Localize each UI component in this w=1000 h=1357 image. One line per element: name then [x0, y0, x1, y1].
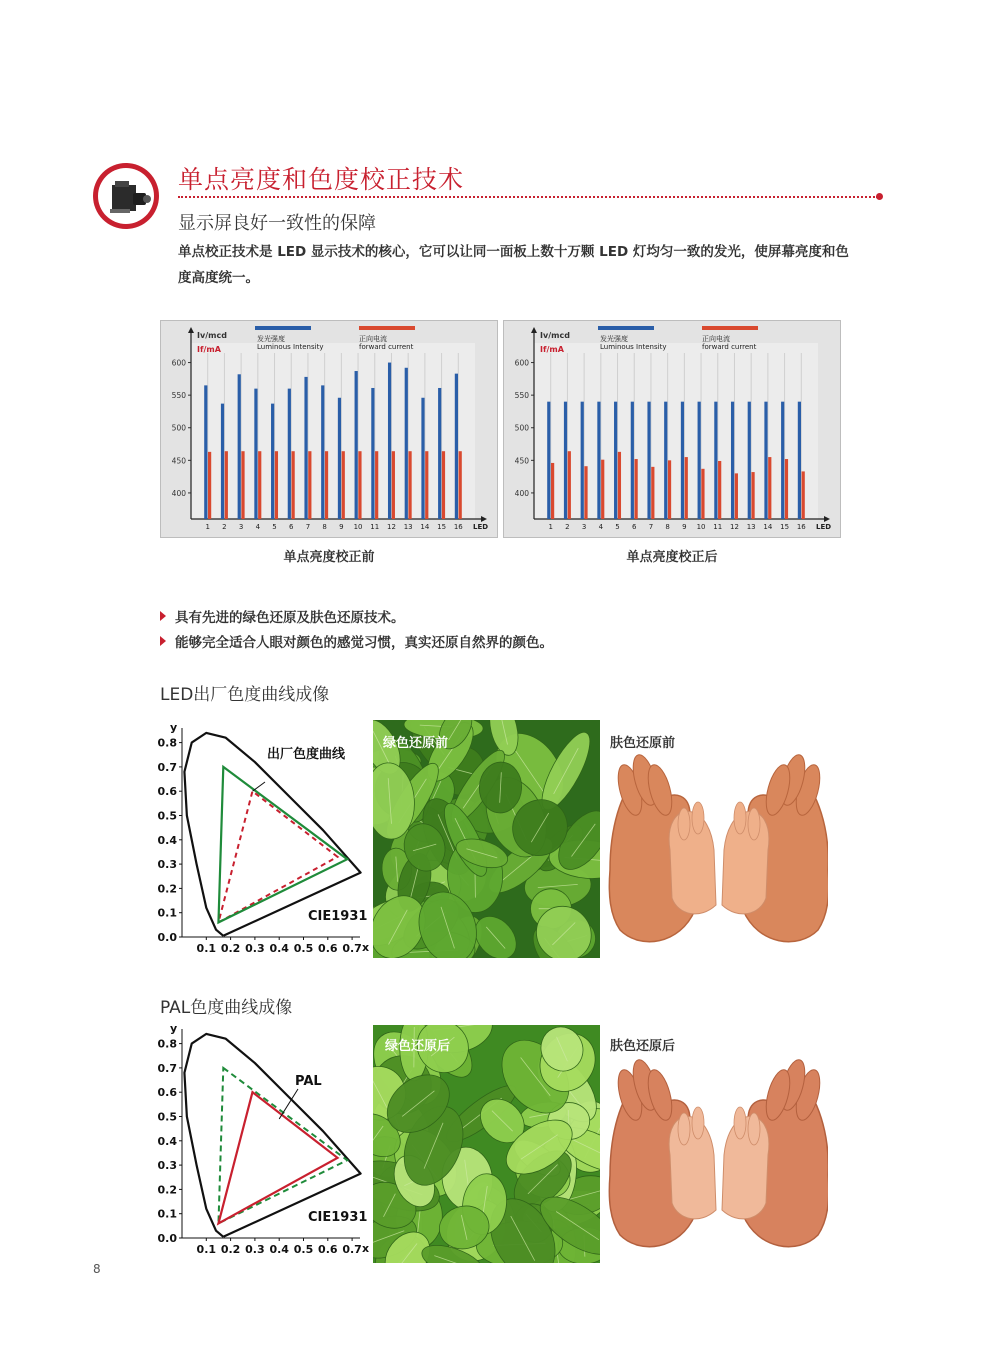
- bar-current: [751, 472, 754, 519]
- y-axis-label: y: [170, 721, 178, 734]
- bar-luminous: [798, 402, 801, 519]
- bullet-item: [160, 631, 553, 651]
- y-tick-label: 600: [171, 358, 186, 368]
- bar-current: [459, 451, 462, 519]
- legend-label: forward current: [359, 343, 414, 351]
- y-tick-label: 0.5: [157, 1110, 177, 1124]
- y-tick-label: 550: [171, 391, 186, 401]
- photo-label: 绿色还原前: [383, 736, 449, 751]
- bullet-item: [160, 606, 405, 626]
- y-tick-label: 0.5: [157, 809, 177, 823]
- y-tick-label: 0.8: [157, 736, 177, 750]
- cie-label: CIE1931: [308, 1210, 368, 1225]
- bar-luminous: [405, 368, 408, 519]
- legend-label: 正向电流: [359, 335, 387, 343]
- chart-after-caption: 单点亮度校正后: [626, 550, 718, 565]
- legend-label: 发光强度: [257, 335, 285, 343]
- x-tick-label: 9: [339, 523, 344, 531]
- bar-luminous: [455, 374, 458, 519]
- bar-luminous: [288, 389, 291, 519]
- y-tick-label: 0.2: [157, 882, 177, 896]
- header-icon-badge: [93, 163, 159, 229]
- bar-current: [275, 451, 278, 519]
- x-tick-label: 6: [289, 523, 294, 531]
- x-axis-label: LED: [473, 523, 489, 531]
- bar-luminous: [681, 402, 684, 519]
- bar-current: [425, 451, 428, 519]
- legend-label: 正向电流: [702, 335, 730, 343]
- cie-label: CIE1931: [308, 909, 368, 924]
- child-finger: [678, 808, 690, 840]
- x-tick-label: 10: [696, 523, 706, 531]
- y-tick-label: 500: [171, 423, 186, 433]
- plot-area: [191, 343, 475, 519]
- bar-current: [442, 451, 445, 519]
- y-axis-label: y: [170, 1022, 178, 1035]
- bar-luminous: [547, 402, 550, 519]
- x-tick-label: 0.1: [196, 942, 217, 955]
- x-tick-label: 12: [387, 523, 396, 531]
- x-tick-label: 1: [548, 523, 553, 531]
- y-axis-label: Iv/mcd: [197, 331, 227, 340]
- bar-current: [241, 451, 244, 519]
- diagram-label: PAL: [295, 1074, 322, 1089]
- y-tick-label: 0.6: [157, 785, 177, 799]
- bar-current: [551, 463, 554, 519]
- bar-current: [768, 457, 771, 519]
- bar-luminous: [581, 402, 584, 519]
- chart-after: [504, 321, 840, 537]
- bar-current: [392, 451, 395, 519]
- legend-swatch-current: [702, 326, 758, 330]
- bar-current: [208, 452, 211, 519]
- bar-current: [258, 451, 261, 519]
- y-tick-label: 0.3: [157, 1159, 177, 1173]
- bar-current: [635, 459, 638, 519]
- y-tick-label: 400: [514, 488, 529, 498]
- bar-luminous: [388, 363, 391, 519]
- chart-after-panel: [503, 320, 841, 538]
- child-hand-right: [722, 811, 769, 913]
- x-tick-label: 7: [305, 523, 311, 531]
- bullet-text: 具有先进的绿色还原及肤色还原技术。: [175, 610, 405, 626]
- leaves-image: [373, 1025, 601, 1263]
- hands-image: [600, 720, 828, 958]
- section-heading-pal: PAL色度曲线成像: [160, 998, 293, 1018]
- skin-before-photo: [600, 720, 828, 958]
- x-tick-label: 9: [682, 523, 687, 531]
- x-tick-label: 16: [796, 523, 806, 531]
- bar-current: [618, 452, 621, 519]
- cie-diagram-led: [155, 720, 370, 960]
- bar-luminous: [597, 402, 600, 519]
- bar-current: [601, 460, 604, 519]
- page-title: 单点亮度和色度校正技术: [178, 165, 465, 194]
- legend-swatch-luminous: [598, 326, 654, 330]
- child-finger: [678, 1113, 690, 1145]
- title-divider: [178, 196, 878, 198]
- bar-luminous: [438, 388, 441, 519]
- y-axis-arrow: [531, 327, 537, 333]
- title-divider-dot: [876, 193, 883, 200]
- legend-swatch-current: [359, 326, 415, 330]
- bar-current: [668, 460, 671, 519]
- x-tick-label: 3: [238, 523, 244, 531]
- bar-current: [375, 451, 378, 519]
- x-tick-label: 14: [420, 523, 430, 531]
- legend-label: 发光强度: [600, 335, 628, 343]
- x-tick-label: 0.5: [293, 942, 314, 955]
- chart-before: [161, 321, 497, 537]
- bar-current: [718, 461, 721, 519]
- x-tick-label: 0.6: [318, 1243, 338, 1256]
- y-tick-label: 0.1: [157, 906, 177, 920]
- spectral-locus: [184, 733, 360, 936]
- y-tick-label: 0.2: [157, 1183, 177, 1197]
- x-tick-label: 0.7: [342, 942, 362, 955]
- bar-luminous: [271, 404, 274, 519]
- bar-current: [651, 467, 654, 519]
- bar-current: [568, 451, 571, 519]
- y-tick-label: 0.0: [157, 931, 177, 944]
- x-tick-label: 5: [615, 523, 620, 531]
- skin-after-photo: [600, 1025, 828, 1263]
- y-tick-label: 0.1: [157, 1207, 177, 1221]
- x-tick-label: 11: [713, 523, 723, 531]
- pal-gamut-triangle: [218, 791, 337, 922]
- x-tick-label: 13: [746, 523, 756, 531]
- chart-before-panel: [160, 320, 498, 538]
- bar-current: [701, 469, 704, 519]
- y-tick-label: 500: [514, 423, 529, 433]
- child-finger: [692, 802, 704, 834]
- bar-luminous: [304, 377, 307, 519]
- photo-label: 绿色还原后: [385, 1039, 451, 1054]
- bar-luminous: [647, 402, 650, 519]
- bar-current: [802, 471, 805, 519]
- bar-luminous: [321, 385, 324, 519]
- x-tick-label: 0.1: [196, 1243, 217, 1256]
- bar-current: [685, 457, 688, 519]
- bar-luminous: [614, 402, 617, 519]
- x-axis-label: x: [362, 941, 370, 954]
- x-axis-arrow: [481, 516, 487, 522]
- child-finger: [748, 1113, 760, 1145]
- bar-current: [292, 451, 295, 519]
- y-tick-label: 0.0: [157, 1232, 177, 1245]
- x-tick-label: 6: [632, 523, 637, 531]
- y-tick-label: 600: [514, 358, 529, 368]
- bar-luminous: [254, 389, 257, 519]
- x-tick-label: 2: [565, 523, 570, 531]
- x-tick-label: 10: [353, 523, 363, 531]
- green-before-photo: [373, 720, 601, 958]
- x-axis-arrow: [824, 516, 830, 522]
- bar-luminous: [764, 402, 767, 519]
- y-tick-label: 0.8: [157, 1037, 177, 1051]
- x-tick-label: 0.4: [269, 942, 289, 955]
- camera-icon: [93, 163, 159, 229]
- x-tick-label: 0.2: [220, 1243, 241, 1256]
- y-tick-label: 450: [514, 456, 529, 466]
- bar-current: [225, 451, 228, 519]
- bullet-marker: [160, 611, 166, 621]
- x-tick-label: 2: [222, 523, 227, 531]
- legend-label: Luminous Intensity: [600, 343, 667, 351]
- child-hand-left: [669, 811, 716, 913]
- x-tick-label: 4: [598, 523, 604, 531]
- spectral-locus: [184, 1034, 360, 1237]
- pal-gamut-triangle: [218, 1092, 337, 1223]
- x-tick-label: 15: [437, 523, 447, 531]
- bar-luminous: [748, 402, 751, 519]
- x-tick-label: 14: [763, 523, 773, 531]
- bar-luminous: [204, 385, 207, 519]
- bar-current: [358, 451, 361, 519]
- section-heading-led: LED出厂色度曲线成像: [160, 685, 330, 705]
- green-after-photo: [373, 1025, 601, 1263]
- diagram-label: 出厂色度曲线: [267, 747, 346, 762]
- bar-luminous: [714, 402, 717, 519]
- x-tick-label: 13: [403, 523, 413, 531]
- y-tick-label: 0.7: [157, 760, 177, 774]
- x-tick-label: 5: [272, 523, 277, 531]
- x-tick-label: 0.4: [269, 1243, 289, 1256]
- bar-current: [308, 451, 311, 519]
- x-tick-label: 8: [665, 523, 670, 531]
- x-tick-label: 0.3: [245, 942, 265, 955]
- bar-luminous: [221, 404, 224, 519]
- chart-before-caption: 单点亮度校正前: [283, 550, 375, 565]
- bar-luminous: [371, 388, 374, 519]
- page-subtitle: 显示屏良好一致性的保障: [178, 213, 376, 234]
- y-axis-label: Iv/mcd: [540, 331, 570, 340]
- cie-diagram-pal: [155, 1021, 370, 1261]
- y-tick-label: 0.6: [157, 1086, 177, 1100]
- x-tick-label: 4: [255, 523, 261, 531]
- bar-current: [785, 459, 788, 519]
- x-tick-label: 11: [370, 523, 380, 531]
- bar-luminous: [338, 398, 341, 519]
- bullet-text: 能够完全适合人眼对颜色的感觉习惯，真实还原自然界的颜色。: [175, 635, 553, 651]
- child-finger: [748, 808, 760, 840]
- x-tick-label: 16: [453, 523, 463, 531]
- hands-image: [600, 1025, 828, 1263]
- bar-current: [342, 451, 345, 519]
- x-tick-label: 0.7: [342, 1243, 362, 1256]
- callout-line: [252, 782, 265, 791]
- x-tick-label: 3: [581, 523, 587, 531]
- bar-luminous: [731, 402, 734, 519]
- bar-luminous: [781, 402, 784, 519]
- y-tick-label: 550: [514, 391, 529, 401]
- child-hand-right: [722, 1116, 769, 1218]
- bar-luminous: [698, 402, 701, 519]
- bullet-marker: [160, 636, 166, 646]
- bar-current: [584, 466, 587, 519]
- y-axis-arrow: [188, 327, 194, 333]
- legend-label: Luminous Intensity: [257, 343, 324, 351]
- y-tick-label: 450: [171, 456, 186, 466]
- legend-swatch-luminous: [255, 326, 311, 330]
- legend-label: forward current: [702, 343, 757, 351]
- bar-luminous: [238, 374, 241, 519]
- y-tick-label: 0.7: [157, 1061, 177, 1075]
- x-tick-label: 8: [322, 523, 327, 531]
- page-number: 8: [93, 1262, 101, 1276]
- y-tick-label: 0.3: [157, 858, 177, 872]
- y2-axis-label: If/mA: [540, 345, 564, 354]
- x-tick-label: 0.2: [220, 942, 241, 955]
- x-tick-label: 0.6: [318, 942, 338, 955]
- bar-luminous: [664, 402, 667, 519]
- x-tick-label: 0.5: [293, 1243, 314, 1256]
- x-tick-label: 15: [780, 523, 790, 531]
- bar-current: [735, 473, 738, 519]
- y-tick-label: 0.4: [157, 833, 177, 847]
- child-finger: [734, 1107, 746, 1139]
- child-finger: [692, 1107, 704, 1139]
- x-tick-label: 7: [648, 523, 654, 531]
- leaves-image: [373, 720, 601, 958]
- bar-luminous: [421, 398, 424, 519]
- x-tick-label: 12: [730, 523, 739, 531]
- bar-luminous: [355, 371, 358, 519]
- bar-current: [325, 451, 328, 519]
- y2-axis-label: If/mA: [197, 345, 221, 354]
- bar-luminous: [631, 402, 634, 519]
- x-axis-label: LED: [816, 523, 832, 531]
- child-finger: [734, 802, 746, 834]
- intro-paragraph: 单点校正技术是 LED 显示技术的核心，它可以让同一面板上数十万颗 LED 灯均匀一致的发光，使屏幕亮度和色度高度统一。: [178, 244, 849, 286]
- x-axis-label: x: [362, 1242, 370, 1255]
- bar-luminous: [564, 402, 567, 519]
- y-tick-label: 400: [171, 488, 186, 498]
- y-tick-label: 0.4: [157, 1134, 177, 1148]
- photo-label: 肤色还原后: [610, 1039, 676, 1054]
- x-tick-label: 1: [205, 523, 210, 531]
- x-tick-label: 0.3: [245, 1243, 265, 1256]
- plot-area: [534, 343, 818, 519]
- photo-label: 肤色还原前: [610, 736, 676, 751]
- bar-current: [408, 451, 411, 519]
- child-hand-left: [669, 1116, 716, 1218]
